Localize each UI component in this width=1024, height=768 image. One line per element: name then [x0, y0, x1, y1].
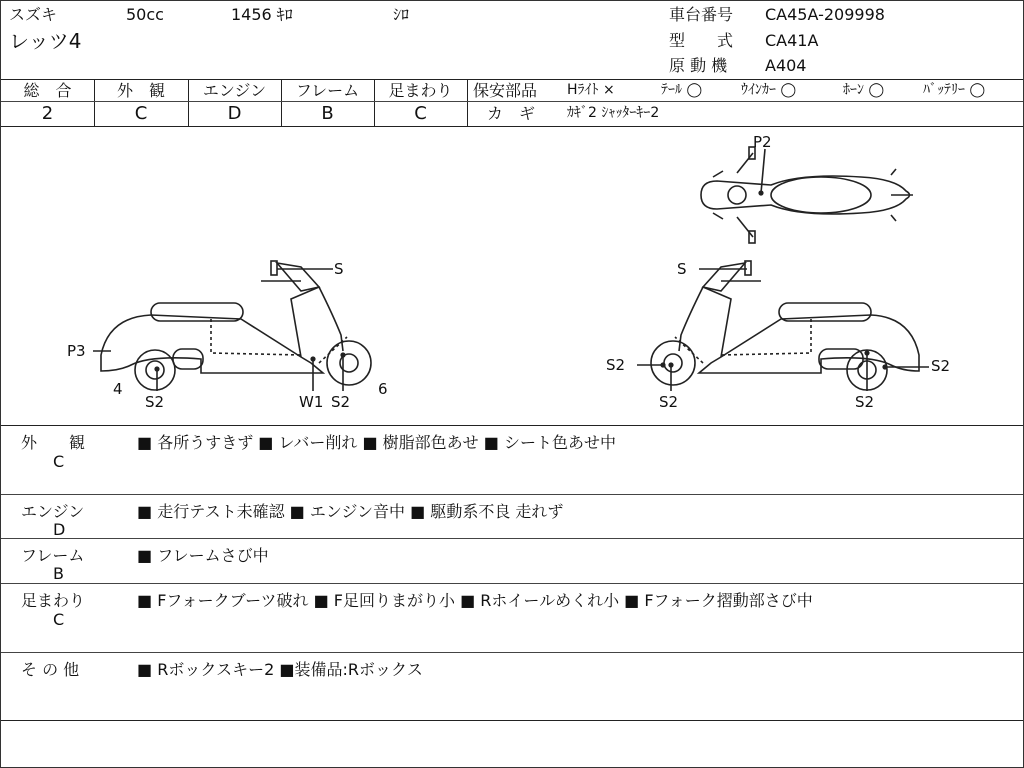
left-side-scooter	[93, 261, 371, 391]
divider	[1, 583, 1023, 584]
grade-total-label: 総 合	[23, 81, 72, 100]
key-label: カ ギ	[487, 104, 536, 123]
label-left-s2: S2	[145, 393, 165, 411]
label-left-p3: P3	[67, 342, 86, 360]
label-right-s2-far: S2	[931, 357, 951, 375]
chassis-label: 車台番号	[669, 5, 734, 24]
engine-value: A404	[765, 56, 807, 75]
displacement: 50cc	[126, 5, 164, 24]
maker: スズキ	[9, 5, 58, 24]
section-suspension-label: 足まわり	[21, 591, 86, 610]
section-frame-label: フレーム	[21, 546, 85, 565]
type-value: CA41A	[765, 31, 819, 50]
section-engine-text: ■ 走行テスト未確認 ■ エンジン音中 ■ 駆動系不良 走れず	[137, 502, 564, 521]
mileage: 1456 ｷﾛ	[231, 5, 293, 24]
label-right-s2-left: S2	[606, 356, 626, 374]
section-other-label: そ の 他	[21, 660, 80, 679]
section-other-text: ■ Rボックスキー2 ■装備品:Rボックス	[137, 660, 423, 679]
label-right-s2-bottom: S2	[659, 393, 679, 411]
label-top-p2: P2	[753, 133, 772, 151]
section-exterior-grade: C	[53, 452, 65, 471]
grade-exterior-value: C	[134, 103, 148, 124]
label-left-s2b: S2	[331, 393, 351, 411]
section-exterior-text: ■ 各所うすきず ■ レバー削れ ■ 樹脂部色あせ ■ シート色あせ中	[137, 433, 616, 452]
top-view-scooter	[701, 147, 913, 243]
label-left-s: S	[334, 260, 344, 278]
section-suspension-text: ■ Fフォークブーツ破れ ■ F足回りまがり小 ■ Rホイールめくれ小 ■ Fフォーク摺動部さび中	[137, 591, 813, 610]
section-exterior-label: 外 観	[21, 433, 86, 452]
grade-engine-value: D	[227, 103, 242, 124]
section-suspension-grade: C	[53, 610, 65, 629]
divider	[1, 79, 1023, 80]
safety-winker: ｳｲﾝｶｰ ◯	[741, 82, 797, 98]
label-right-s2-rear: S2	[855, 393, 875, 411]
safety-label: 保安部品	[473, 81, 538, 100]
section-engine-label: エンジン	[21, 502, 85, 521]
grade-suspension-value: C	[414, 103, 427, 124]
section-engine-grade: D	[53, 520, 66, 539]
grade-frame-label: フレーム	[295, 81, 360, 100]
divider	[1, 720, 1023, 721]
grade-exterior-label: 外 観	[116, 81, 165, 100]
divider	[1, 425, 1023, 426]
divider	[1, 652, 1023, 653]
divider	[1, 494, 1023, 495]
section-frame-grade: B	[53, 564, 64, 583]
safety-horn: ﾎｰﾝ ◯	[843, 82, 885, 98]
model-name: レッツ4	[9, 29, 82, 53]
safety-battery: ﾊﾞｯﾃﾘｰ ◯	[923, 82, 986, 98]
grade-total-value: 2	[41, 103, 54, 124]
color: ｼﾛ	[393, 5, 410, 24]
label-left-4: 4	[113, 380, 123, 398]
grade-engine-label: エンジン	[202, 81, 267, 100]
key-value: ｶｷﾞ2 ｼｬｯﾀｰｷｰ2	[567, 105, 660, 121]
safety-headlight: Hﾗｲﾄ ×	[567, 82, 615, 98]
damage-diagram	[1, 127, 1023, 425]
divider	[1, 538, 1023, 539]
label-right-s: S	[677, 260, 687, 278]
safety-tail: ﾃｰﾙ ◯	[661, 82, 703, 98]
divider	[1, 101, 467, 102]
label-left-6: 6	[378, 380, 388, 398]
grade-frame-value: B	[321, 103, 334, 124]
divider	[467, 101, 1023, 102]
type-label: 型 式	[669, 31, 734, 50]
section-frame-text: ■ フレームさび中	[137, 546, 269, 565]
divider	[467, 79, 468, 126]
grade-suspension-label: 足まわり	[388, 81, 453, 100]
label-left-w1: W1	[299, 393, 324, 411]
chassis-value: CA45A-209998	[765, 5, 885, 24]
engine-label: 原 動 機	[669, 56, 728, 75]
